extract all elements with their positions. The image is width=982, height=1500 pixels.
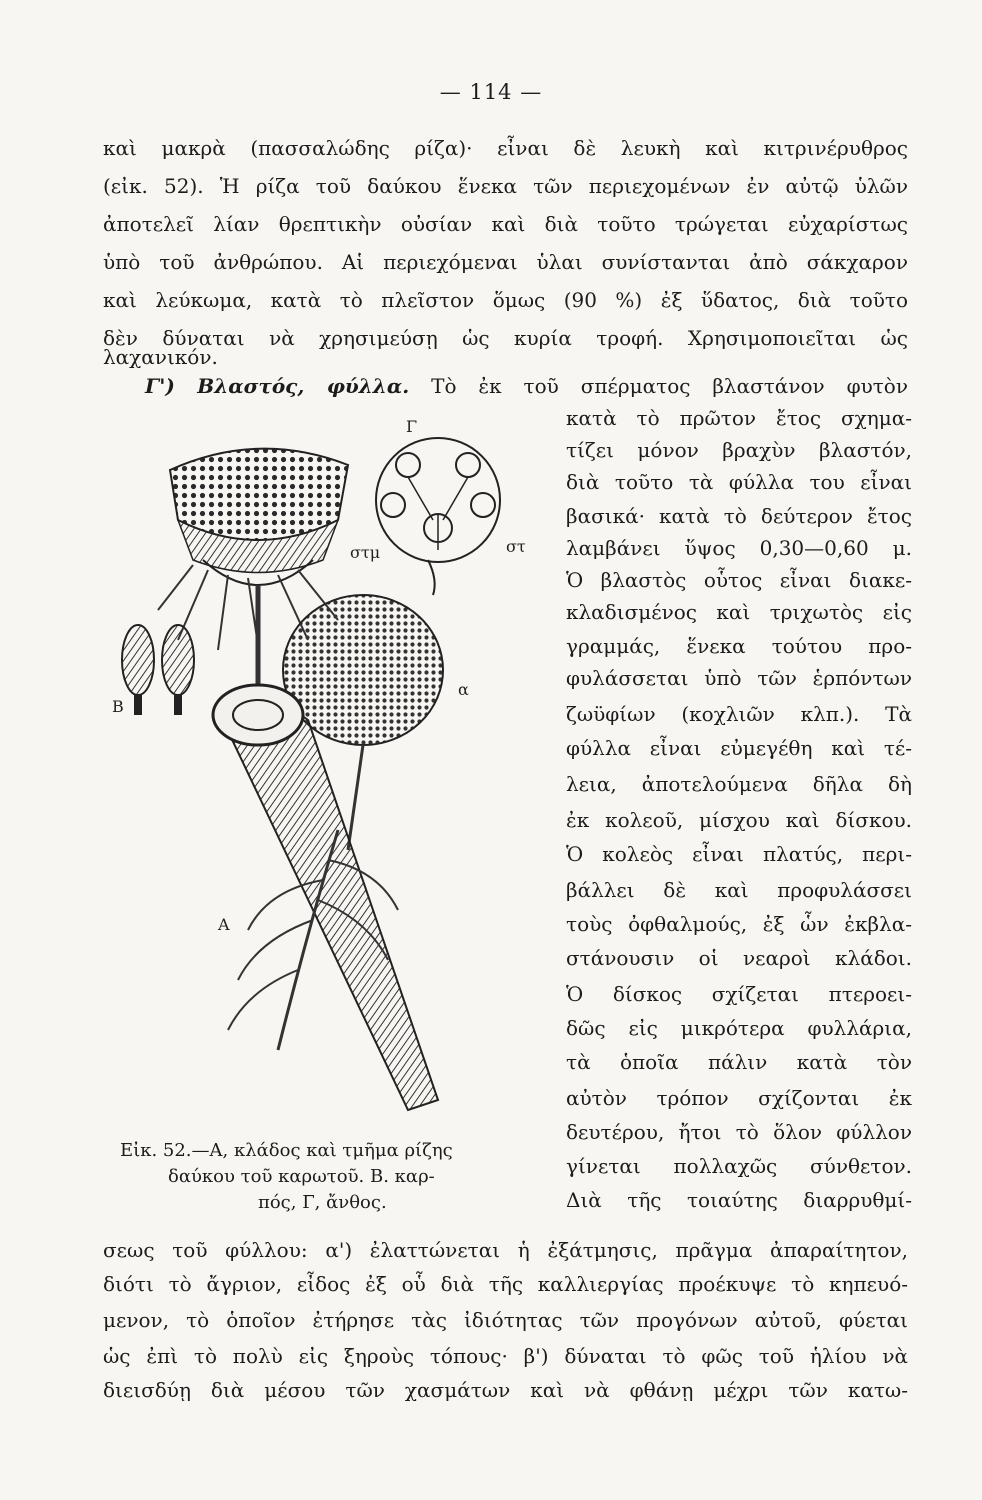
page-number: — 114 —: [439, 80, 543, 104]
text-line: Ὁ βλαστὸς οὗτος εἶναι διακε-: [566, 568, 912, 592]
text-line: λεια, ἀποτελούμενα δῆλα δὴ: [566, 772, 912, 796]
text-line: φύλλα εἶναι εὐμεγέθη καὶ τέ-: [566, 736, 912, 760]
text-line: διότι τὸ ἄγριον, εἶδος ἐξ οὗ διὰ τῆς καλλιεργίας προέκυψε τὸ κηπευό-: [103, 1272, 908, 1296]
seed-icon: [112, 625, 194, 716]
text-line: ἐκ κολεοῦ, μίσχου καὶ δίσκου.: [566, 808, 912, 832]
text-line: δῶς εἰς μικρότερα φυλλάρια,: [566, 1016, 912, 1040]
text-line: δευτέρου, ἤτοι τὸ ὅλον φύλλον: [566, 1120, 912, 1144]
text-line: Ὁ κολεὸς εἶναι πλατύς, περι-: [566, 842, 912, 866]
carrot-illustration: [108, 410, 563, 1115]
text-line: βάλλει δὲ καὶ προφυλάσσει: [566, 878, 912, 902]
text-line: τίζει μόνον βραχὺν βλαστόν,: [566, 438, 912, 462]
caption-line: πός, Γ, ἄνθος.: [258, 1192, 387, 1213]
text-line: Διὰ τῆς τοιαύτης διαρρυθμί-: [566, 1188, 912, 1212]
text-line: τὰ ὁποῖα πάλιν κατὰ τὸν: [566, 1050, 912, 1074]
text-line: (εἰκ. 52). Ἡ ρίζα τοῦ δαύκου ἕνεκα τῶν περιεχομένων ἐν αὐτῷ ὑλῶν: [103, 174, 908, 198]
text-line: καὶ λεύκωμα, κατὰ τὸ πλεῖστον ὅμως (90 %) ἐξ ὕδατος, διὰ τοῦτο: [103, 288, 908, 312]
text-line: σεως τοῦ φύλλου: α') ἐλαττώνεται ἡ ἐξάτμησις, πρᾶγμα ἀπαραίτητον,: [103, 1238, 908, 1262]
text-line: γραμμάς, ἕνεκα τούτου προ-: [566, 634, 912, 658]
text-line: μενον, τὸ ὁποῖον ἐτήρησε τὰς ἰδιότητας τῶν προγόνων αὐτοῦ, φύεται: [103, 1308, 908, 1332]
svg-text:στ: στ: [506, 537, 526, 556]
text-line: βασικά· κατὰ τὸ δεύτερον ἔτος: [566, 504, 912, 528]
text-line: καὶ μακρὰ (πασσαλώδης ρίζα)· εἶναι δὲ λευκὴ καὶ κιτρινέρυθρος: [103, 136, 908, 160]
svg-text:α: α: [458, 680, 469, 699]
section-heading-line: [103, 372, 908, 400]
carrot-root-icon: [213, 685, 438, 1110]
text-line: διεισδύῃ διὰ μέσου τῶν χασμάτων καὶ νὰ φθάνῃ μέχρι τῶν κατω-: [103, 1378, 908, 1402]
text-line: κατὰ τὸ πρῶτον ἔτος σχημα-: [566, 406, 912, 430]
text-line: ὑπὸ τοῦ ἀνθρώπου. Αἱ περιεχόμεναι ὑλαι συνίστανται ἀπὸ σάκχαρον: [103, 250, 908, 274]
text-line: ζωϋφίων (κοχλιῶν κλπ.). Τὰ: [566, 702, 912, 726]
text-line: λαμβάνει ὕψος 0,30—0,60 μ.: [566, 536, 912, 560]
text-line: αὐτὸν τρόπον σχίζονται ἐκ: [566, 1086, 912, 1110]
text-line: στάνουσιν οἱ νεαροὶ κλάδοι.: [566, 946, 912, 970]
text-line: δὲν δύναται νὰ χρησιμεύσῃ ὡς κυρία τροφή. Χρησιμοποιεῖται ὡς: [103, 326, 908, 350]
flower-diagram-icon: [350, 417, 526, 595]
svg-text:στμ: στμ: [350, 543, 381, 562]
caption-line: δαύκου τοῦ καρωτοῦ. Β. καρ-: [168, 1166, 435, 1187]
text-line: γίνεται πολλαχῶς σύνθετον.: [566, 1154, 912, 1178]
text-line: διὰ τοῦτο τὰ φύλλα του εἶναι: [566, 470, 912, 494]
svg-text:Γ: Γ: [406, 417, 418, 436]
text-line: λαχανικόν.: [103, 345, 218, 369]
text-line: Ὁ δίσκος σχίζεται πτεροει-: [566, 982, 912, 1006]
svg-text:Α: Α: [218, 915, 230, 934]
svg-text:Β: Β: [112, 697, 124, 716]
text-line: κλαδισμένος καὶ τριχωτὸς εἰς: [566, 600, 912, 624]
text-line: ἀποτελεῖ λίαν θρεπτικὴν οὐσίαν καὶ διὰ τοῦτο τρώγεται εὐχαρίστως: [103, 212, 908, 236]
caption-line: Εἰκ. 52.—Α, κλάδος καὶ τμῆμα ρίζης: [120, 1140, 453, 1161]
text-line: ὡς ἐπὶ τὸ πολὺ εἰς ξηροὺς τόπους· β') δύναται τὸ φῶς τοῦ ἡλίου νὰ: [103, 1344, 908, 1368]
section-heading: Γ') Βλαστός, φύλλα.: [145, 374, 410, 398]
text-line: φυλάσσεται ὑπὸ τῶν ἑρπόντων: [566, 666, 912, 690]
text-line: τοὺς ὀφθαλμούς, ἐξ ὧν ἐκβλα-: [566, 912, 912, 936]
section-heading-rest: Τὸ ἐκ τοῦ σπέρματος βλαστάνον φυτὸν: [431, 374, 909, 398]
